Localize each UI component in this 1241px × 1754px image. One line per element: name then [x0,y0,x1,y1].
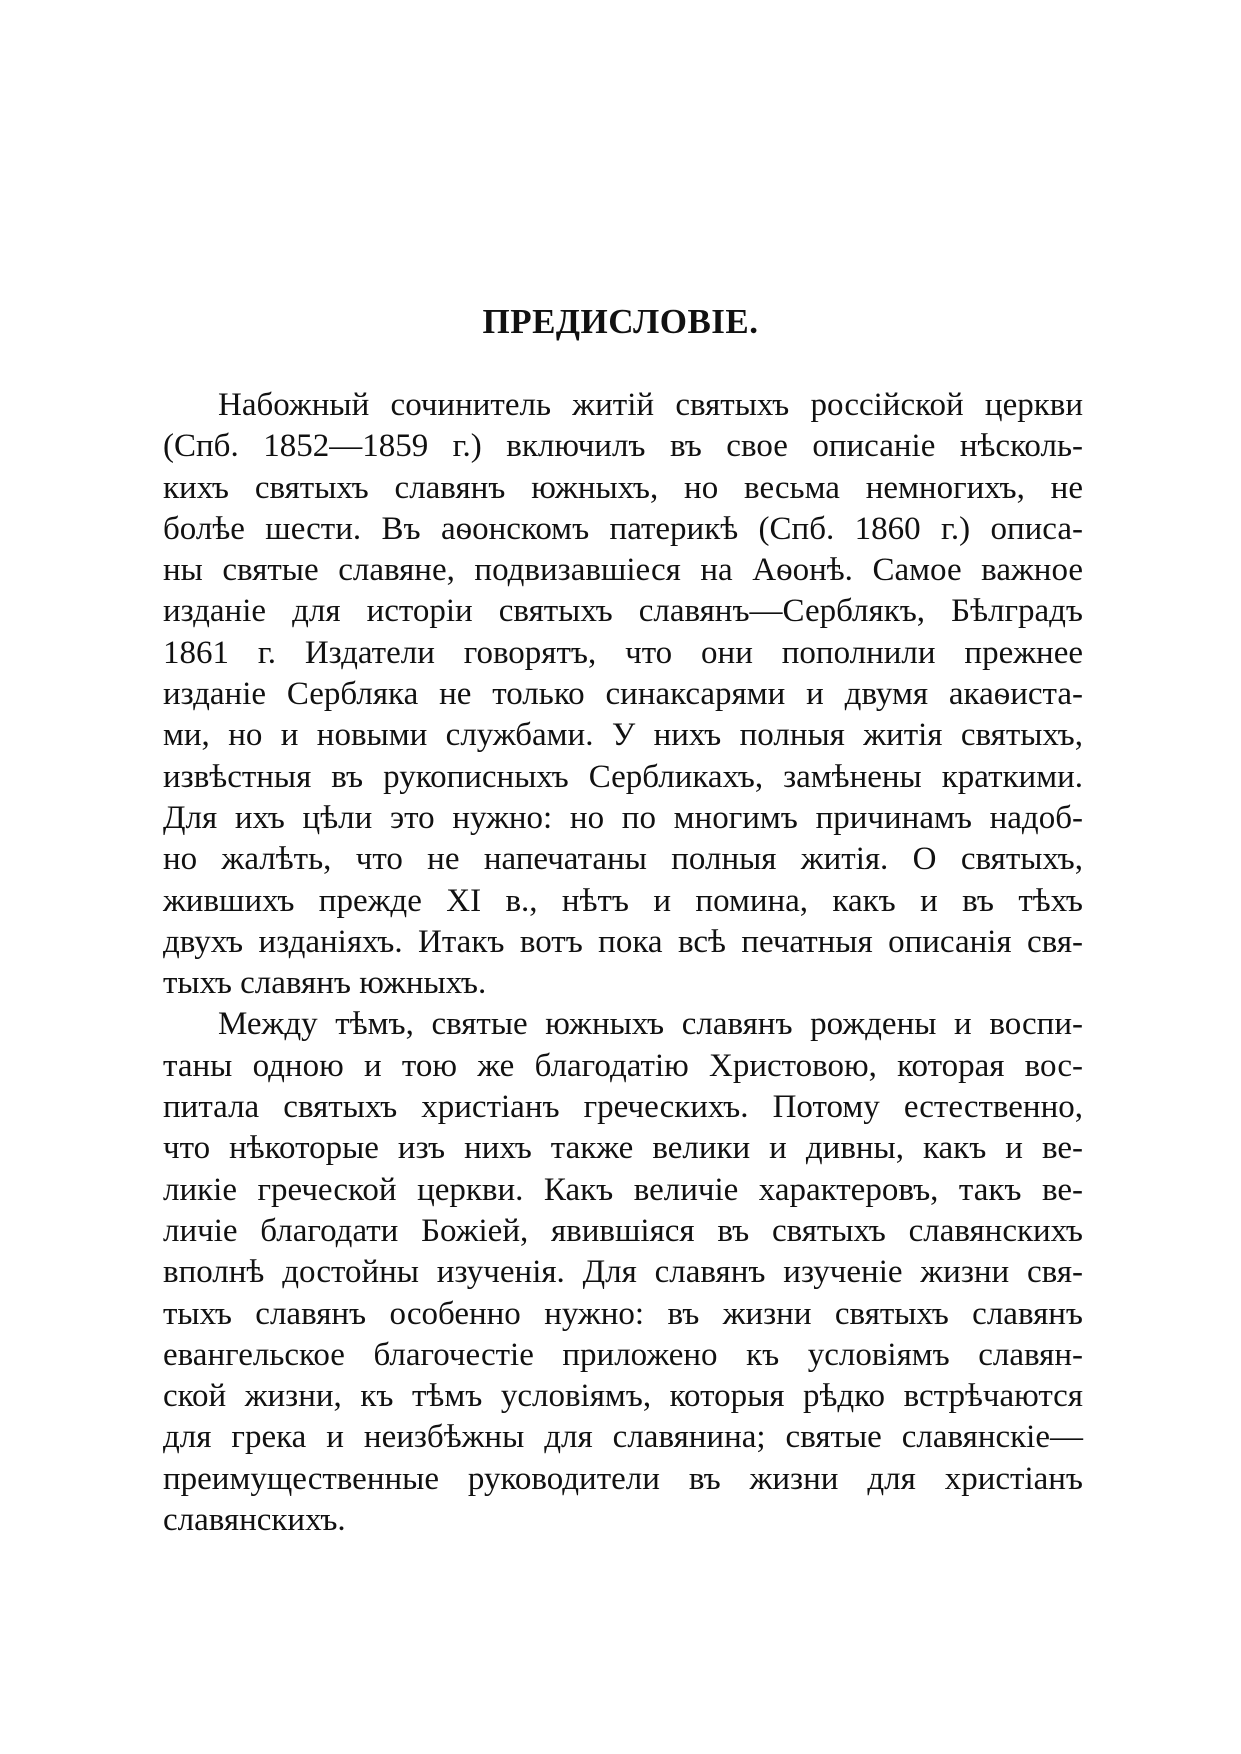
text-line: ми, но и новыми службами. У нихъ полныя житія святыхъ, [163,717,1083,754]
text-line: тыхъ славянъ особенно нужно: въ жизни святыхъ славянъ [163,1295,1083,1332]
text-line: извѣстныя въ рукописныхъ Сербликахъ, замѣнены краткими. [163,758,1083,795]
text-line: Набожный сочинитель житій святыхъ россійской церкви [218,387,1083,423]
text-line: для грека и неизбѣжны для славянина; святые славянскіе— [163,1419,1083,1456]
body-text [163,385,1083,1541]
text-line: болѣе шести. Въ аѳонскомъ патерикѣ (Спб. 1860 г.) описа- [163,510,1083,547]
text-line: ны святые славяне, подвизавшіеся на Аѳонѣ. Самое важное [163,552,1083,589]
text-line: ликіе греческой церкви. Какъ величіе характеровъ, такъ ве- [163,1171,1083,1208]
text-line: двухъ изданіяхъ. Итакъ вотъ пока всѣ печатныя описанія свя- [163,923,1083,960]
text-line: вполнѣ достойны изученія. Для славянъ изученіе жизни свя- [163,1254,1083,1291]
text-line: изданіе для исторіи святыхъ славянъ—Серблякъ, Бѣлградъ [163,593,1083,630]
paragraph [163,1004,1083,1541]
text-line: Между тѣмъ, святые южныхъ славянъ рождены и воспи- [218,1006,1083,1043]
text-line: славянскихъ. [163,1502,346,1539]
text-line: но жалѣть, что не напечатаны полныя житія. О святыхъ, [163,841,1083,878]
text-line: жившихъ прежде XI в., нѣтъ и помина, какъ и въ тѣхъ [163,882,1083,919]
text-line: изданіе Сербляка не только синаксарями и двумя акаѳиста- [163,676,1083,713]
text-line: 1861 г. Издатели говорятъ, что они пополнили прежнее [163,634,1083,671]
text-line: евангельское благочестіе приложено къ условіямъ славян- [163,1336,1083,1373]
text-line: тыхъ славянъ южныхъ. [163,965,487,1002]
page-title: ПРЕДИСЛОВІЕ. [482,302,759,341]
paragraph [163,385,1083,1004]
text-line: Для ихъ цѣли это нужно: но по многимъ причинамъ надоб- [163,799,1083,836]
text-line: (Спб. 1852—1859 г.) включилъ въ свое описаніе нѣсколь- [163,428,1083,465]
text-line: преимущественные руководители въ жизни для христіанъ [163,1460,1083,1497]
text-line: личіе благодати Божіей, явившіяся въ святыхъ славянскихъ [163,1212,1083,1249]
text-line: что нѣкоторые изъ нихъ также велики и дивны, какъ и ве- [163,1130,1083,1167]
text-line: таны одною и тою же благодатію Христовою, которая вос- [163,1047,1083,1084]
text-line: питала святыхъ христіанъ греческихъ. Потому естественно, [163,1089,1083,1126]
text-line: ской жизни, къ тѣмъ условіямъ, которыя рѣдко встрѣчаются [163,1378,1083,1415]
text-line: кихъ святыхъ славянъ южныхъ, но весьма немногихъ, не [163,469,1083,506]
